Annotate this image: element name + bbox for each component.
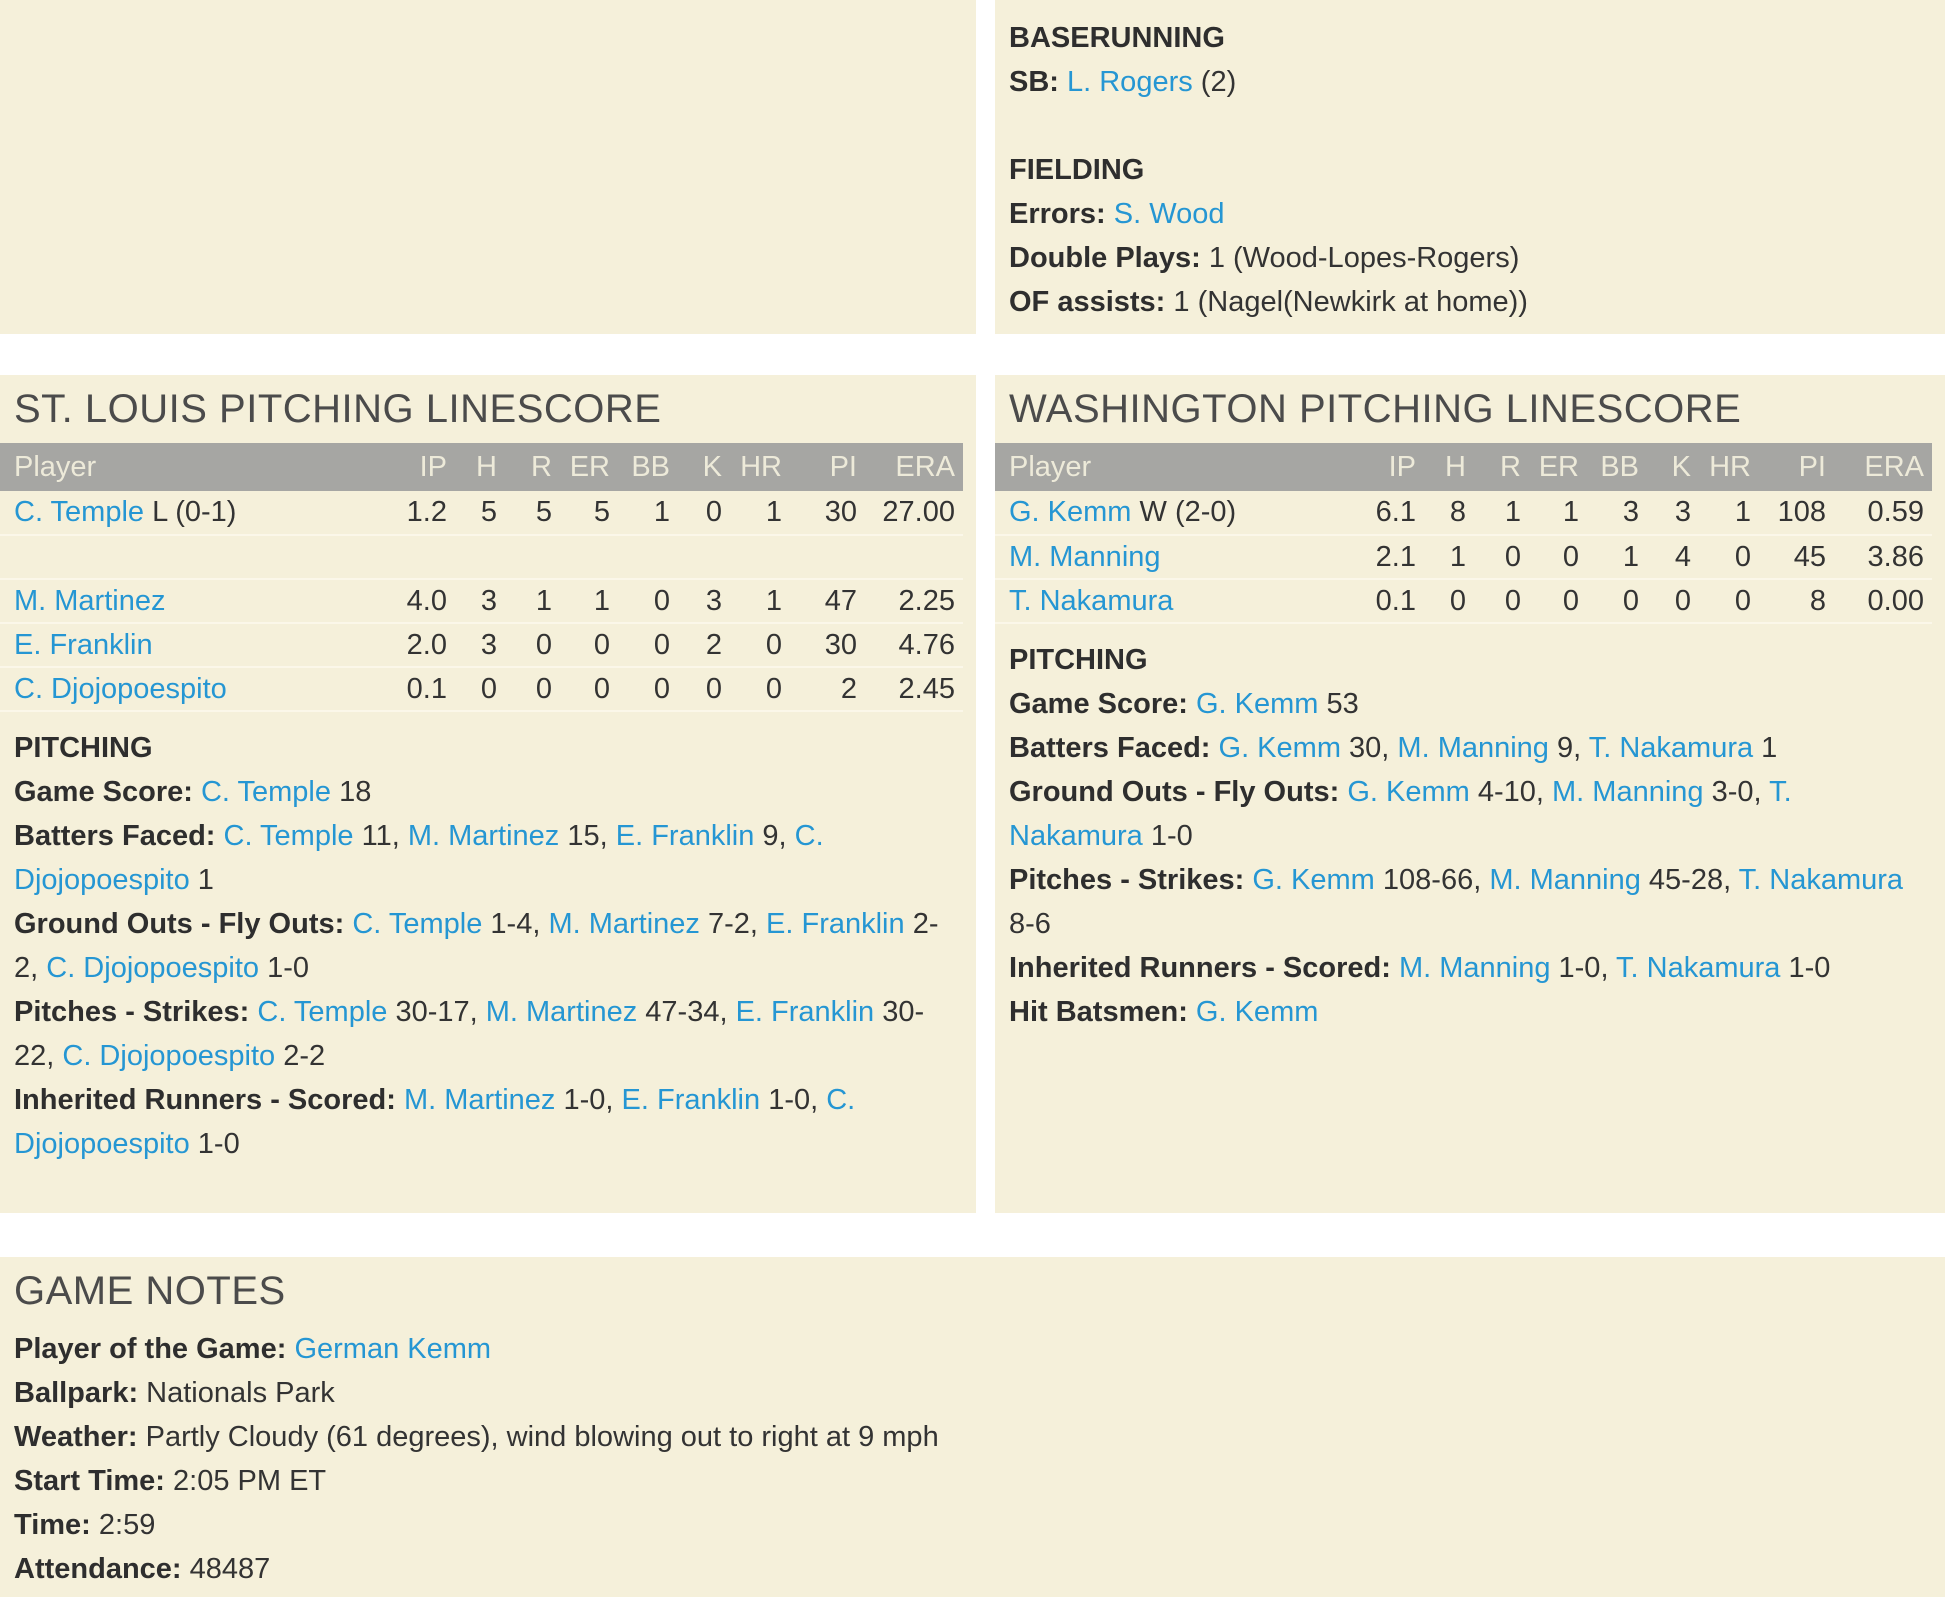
stat-cell: 0: [653, 672, 670, 705]
was-pitching-title: WASHINGTON PITCHING LINESCORE: [1009, 387, 1742, 431]
player-link[interactable]: M. Martinez: [403, 1084, 556, 1116]
stat-text: 9,: [1548, 732, 1589, 764]
stat-cell: [678, 535, 730, 579]
stat-line: [1009, 60, 1931, 104]
stat-cell: 30: [824, 496, 857, 528]
stat-label: Pitches - Strikes:: [14, 996, 258, 1028]
player-link[interactable]: E. Franklin: [615, 820, 755, 852]
was-pitching-subheader: PITCHING: [1009, 644, 1148, 676]
stat-cell: 1: [1449, 540, 1466, 573]
stat-cell: 1: [1622, 540, 1639, 573]
was-pitching-panel: [995, 375, 1945, 1213]
stat-label: Batters Faced:: [14, 820, 224, 852]
player-cell: [995, 491, 1299, 535]
stat-line: [14, 1415, 1931, 1459]
column-header: BB: [1600, 450, 1639, 483]
player-cell: [0, 491, 330, 535]
stat-label: Player of the Game:: [14, 1333, 295, 1365]
spacer-row: [0, 535, 963, 579]
stat-label: Start Time:: [14, 1465, 174, 1497]
player-link[interactable]: M. Martinez: [407, 820, 560, 852]
player-cell: [0, 667, 330, 711]
stat-text: 1-0,: [760, 1084, 827, 1116]
stat-label: BASERUNNING: [1009, 22, 1225, 54]
player-link[interactable]: C. Djojopoespito: [14, 1084, 856, 1160]
stat-line: [14, 1327, 1931, 1371]
stl-pitching-notes: [0, 770, 976, 1166]
column-header: ERA: [1864, 450, 1924, 483]
stat-cell: 0: [1734, 584, 1751, 617]
stat-text: 30,: [1340, 732, 1398, 764]
player-cell: [995, 579, 1299, 623]
player-link[interactable]: G. Kemm: [1195, 996, 1319, 1028]
stat-cell: 2.25: [898, 584, 955, 617]
stat-label: Attendance:: [14, 1553, 190, 1585]
pitcher-row: [995, 535, 1932, 579]
stat-text: 1-0: [189, 1128, 240, 1160]
stat-cell: [455, 535, 505, 579]
column-header: H: [476, 450, 497, 483]
column-header: ERA: [895, 450, 955, 483]
player-link[interactable]: C. Djojopoespito: [14, 672, 227, 705]
player-link[interactable]: G. Kemm: [1347, 776, 1470, 808]
stat-cell: 2.0: [406, 628, 447, 661]
pitcher-row: [995, 491, 1932, 535]
stat-line: [1009, 236, 1931, 280]
stat-cell: 2.45: [898, 672, 955, 705]
stat-text: Partly Cloudy (61 degrees), wind blowing out to right at 9 mph: [145, 1421, 939, 1453]
stat-cell: 3: [705, 584, 722, 617]
stat-line: [14, 1078, 962, 1166]
stat-cell: 0: [653, 584, 670, 617]
stat-cell: 4.0: [406, 584, 447, 617]
stat-text: 45-28,: [1640, 864, 1739, 896]
stat-cell: 3: [1622, 496, 1639, 528]
column-header: Player: [1009, 450, 1092, 483]
column-header: IP: [419, 450, 447, 483]
stat-cell: 0: [1504, 584, 1521, 617]
player-link[interactable]: G. Kemm: [1252, 864, 1375, 896]
stat-cell: 45: [1793, 540, 1826, 573]
column-header: H: [1445, 450, 1466, 483]
stat-cell: 0.1: [406, 672, 447, 705]
stat-text: 1-0,: [1550, 952, 1617, 984]
table-header-row: [0, 443, 963, 491]
stat-cell: 1: [765, 496, 782, 528]
player-link[interactable]: L. Rogers: [1067, 66, 1193, 98]
stat-line: [14, 1547, 1931, 1591]
player-link[interactable]: T. Nakamura: [1009, 776, 1792, 852]
player-link[interactable]: C. Temple: [200, 776, 332, 808]
player-link[interactable]: T. Nakamura: [1738, 864, 1904, 896]
player-cell: [0, 535, 330, 579]
stat-cell: 0: [535, 672, 552, 705]
player-cell: [0, 579, 330, 623]
stat-cell: 4.76: [898, 628, 955, 661]
stat-line: [14, 1503, 1931, 1547]
stat-text: 1-0: [259, 952, 310, 984]
pitcher-row: [0, 491, 963, 535]
stat-cell: 0: [1674, 584, 1691, 617]
stat-text: 1-0,: [555, 1084, 622, 1116]
stat-cell: 0: [1562, 584, 1579, 617]
player-link[interactable]: M. Manning: [1552, 776, 1704, 808]
stat-label: Pitches - Strikes:: [1009, 864, 1253, 896]
stat-text: 9,: [754, 820, 795, 852]
pitcher-row: [0, 667, 963, 711]
stat-text: 30-22,: [14, 996, 925, 1072]
column-header: K: [702, 450, 722, 483]
player-link[interactable]: E. Franklin: [735, 996, 875, 1028]
stat-line: [1009, 946, 1931, 990]
column-header: K: [1671, 450, 1691, 483]
stat-line: [1009, 858, 1931, 946]
player-link[interactable]: G. Kemm: [1195, 688, 1319, 720]
stat-line: [1009, 990, 1931, 1034]
stat-cell: 1: [535, 584, 552, 617]
player-link[interactable]: G. Kemm: [1009, 496, 1132, 528]
player-cell: [0, 623, 330, 667]
stat-text: 2:05 PM ET: [173, 1465, 327, 1497]
stat-cell: [330, 535, 455, 579]
stat-cell: 3: [480, 584, 497, 617]
column-header: R: [531, 450, 552, 483]
stat-cell: 0: [705, 672, 722, 705]
stl-table-body: [0, 491, 963, 711]
stat-cell: 1: [1504, 496, 1521, 528]
stat-label: Hit Batsmen:: [1009, 996, 1196, 1028]
stat-cell: 0: [765, 628, 782, 661]
stl-pitching-subheader: PITCHING: [14, 732, 153, 764]
stat-line: [1009, 104, 1931, 148]
player-link[interactable]: C. Temple: [352, 908, 483, 940]
stat-line: [1009, 192, 1931, 236]
stat-text: 2-2,: [14, 908, 939, 984]
stat-label: Ground Outs - Fly Outs:: [14, 908, 353, 940]
baserunning-fielding-panel: [995, 0, 1945, 334]
stat-line: [1009, 16, 1931, 60]
column-header: BB: [631, 450, 670, 483]
baserunning-fielding-lines: [995, 0, 1945, 324]
stat-cell: 4: [1674, 540, 1691, 573]
stat-text: 1-4,: [482, 908, 549, 940]
player-link[interactable]: C. Temple: [223, 820, 354, 852]
stat-cell: 1: [765, 584, 782, 617]
stat-text: (2): [1192, 66, 1237, 98]
stat-cell: 30: [824, 628, 857, 661]
stl-pitching-title: ST. LOUIS PITCHING LINESCORE: [14, 387, 662, 431]
player-link[interactable]: M. Martinez: [548, 908, 700, 940]
stat-cell: 1: [593, 584, 610, 617]
player-link[interactable]: E. Franklin: [766, 908, 905, 940]
table-header-row: [995, 443, 1932, 491]
stat-cell: 1: [1734, 496, 1751, 528]
stat-line: [1009, 148, 1931, 192]
column-header: PI: [829, 450, 857, 483]
stat-text: 3-0,: [1703, 776, 1770, 808]
stat-cell: 1: [653, 496, 670, 528]
stat-text: 7-2,: [699, 908, 767, 940]
stat-text: 47-34,: [637, 996, 736, 1028]
player-link[interactable]: T. Nakamura: [1588, 732, 1754, 764]
stat-cell: 0.00: [1867, 584, 1924, 617]
stat-text: 11,: [353, 820, 408, 852]
player-link[interactable]: M. Manning: [1009, 540, 1161, 573]
stat-cell: [560, 535, 618, 579]
player-link[interactable]: C. Djojopoespito: [14, 820, 824, 896]
stat-cell: 2: [705, 628, 722, 661]
stat-cell: 2.1: [1375, 540, 1416, 573]
player-link[interactable]: C. Temple: [14, 496, 145, 528]
player-link[interactable]: T. Nakamura: [1009, 584, 1174, 617]
stl-pitching-table: [0, 443, 963, 712]
stat-cell: 0: [653, 628, 670, 661]
stat-cell: 3: [1674, 496, 1691, 528]
stat-cell: 1: [1562, 496, 1579, 528]
stat-text: 48487: [189, 1553, 271, 1585]
player-link[interactable]: T. Nakamura: [1616, 952, 1781, 984]
stat-text: Nationals Park: [146, 1377, 335, 1409]
stat-text: 15,: [559, 820, 616, 852]
column-header: ER: [569, 450, 610, 483]
stat-label: SB:: [1009, 66, 1067, 98]
player-cell: [995, 535, 1299, 579]
stat-cell: [790, 535, 865, 579]
player-link[interactable]: E. Franklin: [621, 1084, 761, 1116]
stl-pitching-panel: [0, 375, 976, 1213]
stat-cell: 0.1: [1375, 584, 1416, 617]
stat-cell: 0: [1504, 540, 1521, 573]
stat-cell: 3.86: [1867, 540, 1924, 573]
stat-text: 1: [189, 864, 214, 896]
stat-cell: 47: [824, 584, 857, 617]
player-link[interactable]: C. Djojopoespito: [62, 1040, 276, 1072]
stat-text: 2-2: [275, 1040, 326, 1072]
was-pitching-notes: [995, 682, 1945, 1034]
stat-text: 1-0: [1142, 820, 1193, 852]
stat-label: FIELDING: [1009, 154, 1145, 186]
stat-line: [14, 770, 962, 814]
stat-cell: 0: [1449, 584, 1466, 617]
player-link[interactable]: M. Martinez: [14, 584, 166, 617]
stat-cell: 0.59: [1867, 496, 1924, 528]
stat-text: 30-17,: [387, 996, 486, 1028]
stat-cell: 3: [480, 628, 497, 661]
game-notes-panel: [0, 1257, 1945, 1597]
stat-cell: 8: [1809, 584, 1826, 617]
stat-text: 2:59: [98, 1509, 156, 1541]
top-left-empty-panel: [0, 0, 976, 334]
player-link[interactable]: M. Manning: [1398, 952, 1551, 984]
stat-cell: 6.1: [1375, 496, 1416, 528]
stat-label: Double Plays:: [1009, 242, 1209, 274]
stat-line: [1009, 726, 1931, 770]
stat-line: [14, 990, 962, 1078]
stat-cell: [618, 535, 678, 579]
stat-label: Time:: [14, 1509, 99, 1541]
stat-label: Weather:: [14, 1421, 146, 1453]
stat-line: [1009, 682, 1931, 726]
stat-cell: 0: [480, 672, 497, 705]
stat-label: Batters Faced:: [1009, 732, 1219, 764]
player-link[interactable]: G. Kemm: [1218, 732, 1341, 764]
column-header: IP: [1388, 450, 1416, 483]
stat-line: [1009, 770, 1931, 858]
game-notes-lines: [0, 1327, 1945, 1591]
stat-cell: 0: [1622, 584, 1639, 617]
stat-text: 108-66,: [1374, 864, 1490, 896]
stat-cell: 1.2: [406, 496, 447, 528]
column-header: R: [1500, 450, 1521, 483]
stat-cell: 0: [593, 628, 610, 661]
player-link[interactable]: E. Franklin: [14, 628, 153, 661]
pitcher-row: [0, 579, 963, 623]
decision-text: W (2-0): [1131, 496, 1237, 528]
stat-line: [14, 814, 962, 902]
stat-cell: 8: [1449, 496, 1466, 528]
stat-cell: 5: [535, 496, 552, 528]
stat-cell: 0: [1562, 540, 1579, 573]
stat-label: Inherited Runners - Scored:: [14, 1084, 404, 1116]
stat-text: 18: [331, 776, 372, 808]
stat-line: [14, 1459, 1931, 1503]
stat-label: OF assists:: [1009, 286, 1174, 318]
stat-label: Game Score:: [1009, 688, 1196, 720]
stat-line: [14, 1371, 1931, 1415]
stat-label: Game Score:: [14, 776, 201, 808]
stat-cell: [730, 535, 790, 579]
stat-text: 1-0: [1780, 952, 1831, 984]
was-pitching-table: [995, 443, 1932, 624]
column-header: ER: [1538, 450, 1579, 483]
player-link[interactable]: C. Temple: [257, 996, 388, 1028]
was-table-header: [995, 443, 1932, 491]
stat-cell: 5: [593, 496, 610, 528]
stat-cell: 108: [1777, 496, 1826, 528]
stat-text: 53: [1318, 688, 1359, 720]
stat-text: 1: [1753, 732, 1778, 764]
stat-text: 1 (Wood-Lopes-Rogers): [1208, 242, 1520, 274]
player-link[interactable]: M. Manning: [1489, 864, 1641, 896]
stat-cell: 5: [480, 496, 497, 528]
stat-label: Ballpark:: [14, 1377, 147, 1409]
column-header: Player: [14, 450, 97, 483]
stat-cell: 2: [840, 672, 857, 705]
player-link[interactable]: German Kemm: [294, 1333, 492, 1365]
was-table-body: [995, 491, 1932, 623]
stat-label: Ground Outs - Fly Outs:: [1009, 776, 1348, 808]
stat-cell: [865, 535, 963, 579]
player-link[interactable]: M. Martinez: [485, 996, 638, 1028]
stat-cell: 0: [705, 496, 722, 528]
player-link[interactable]: C. Djojopoespito: [46, 952, 260, 984]
stat-text: 1 (Nagel(Newkirk at home)): [1173, 286, 1528, 318]
pitcher-row: [0, 623, 963, 667]
player-link[interactable]: S. Wood: [1113, 198, 1225, 230]
stl-table-header: [0, 443, 963, 491]
pitcher-row: [995, 579, 1932, 623]
stat-cell: 0: [593, 672, 610, 705]
stat-cell: 0: [1734, 540, 1751, 573]
stat-label: Errors:: [1009, 198, 1114, 230]
stat-text: 4-10,: [1469, 776, 1553, 808]
stat-line: [1009, 280, 1931, 324]
stat-line: [14, 902, 962, 990]
stat-cell: 0: [765, 672, 782, 705]
stat-cell: [505, 535, 560, 579]
stat-cell: 27.00: [882, 496, 955, 528]
column-header: PI: [1798, 450, 1826, 483]
stat-text: 8-6: [1009, 908, 1051, 940]
column-header: HR: [740, 450, 782, 483]
player-link[interactable]: M. Manning: [1397, 732, 1549, 764]
column-header: HR: [1709, 450, 1751, 483]
stat-cell: 0: [535, 628, 552, 661]
game-notes-title: GAME NOTES: [14, 1269, 286, 1313]
stat-label: Inherited Runners - Scored:: [1009, 952, 1399, 984]
decision-text: L (0-1): [144, 496, 237, 528]
